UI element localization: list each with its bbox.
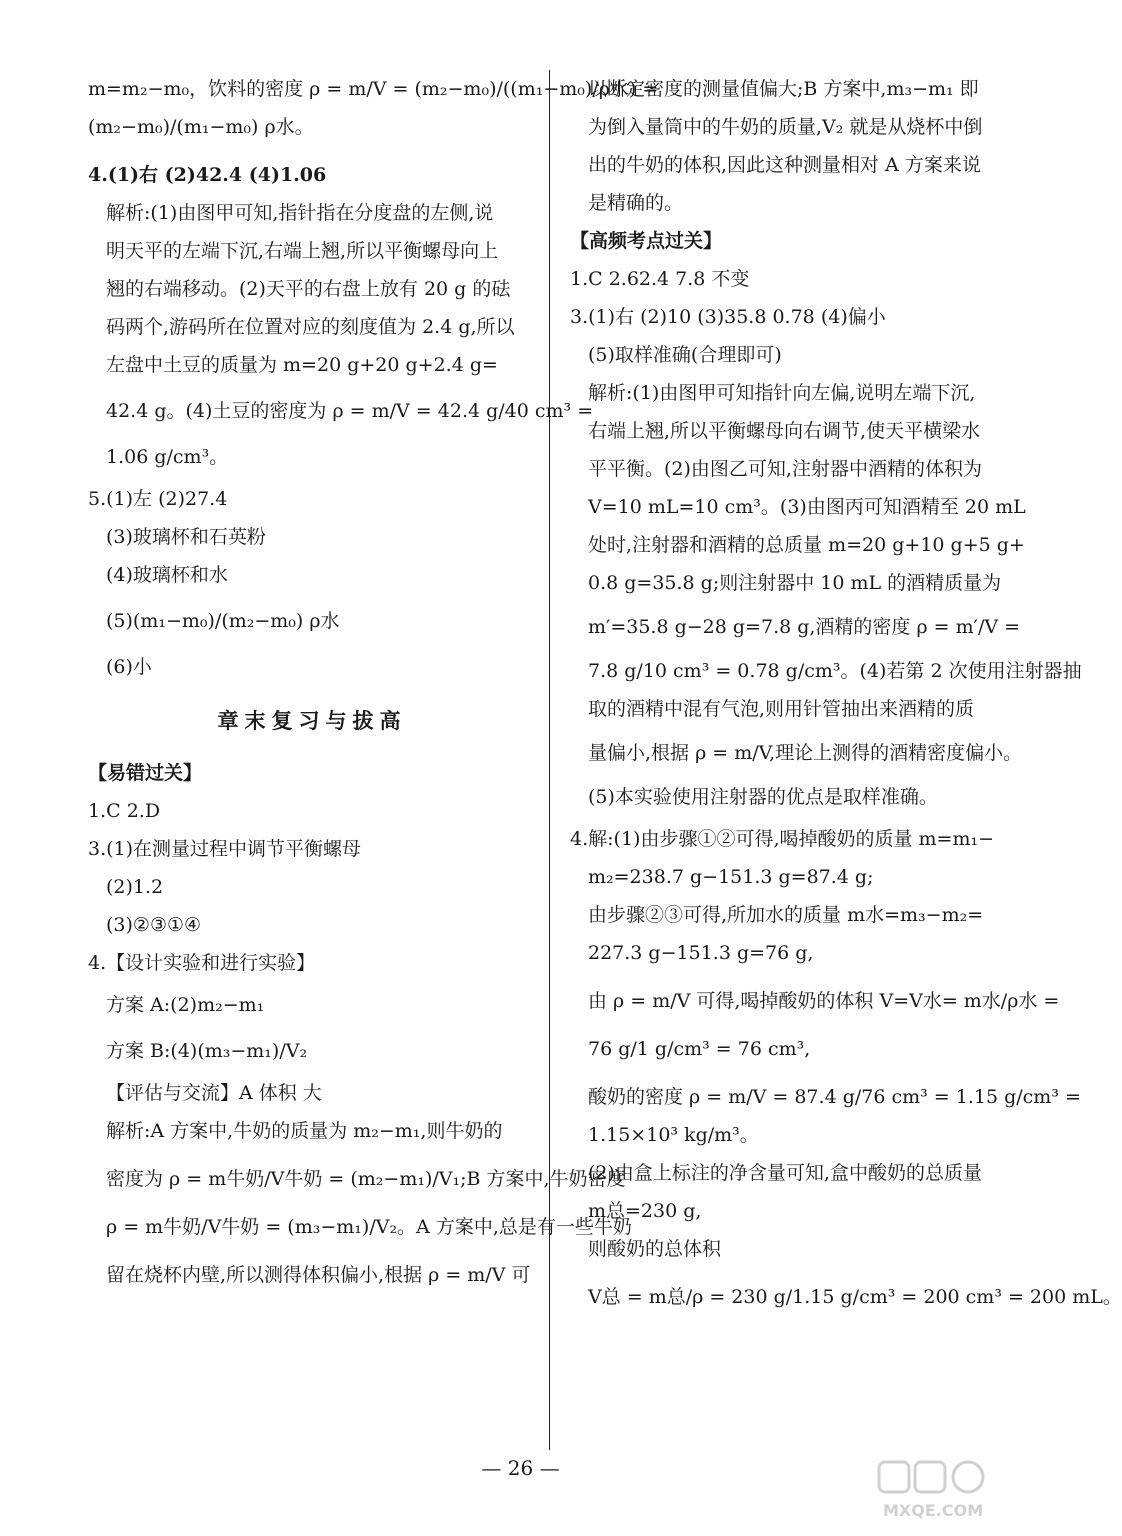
text-line: 量偏小,根据 ρ = m/V,理论上测得的酒精密度偏小。 <box>588 742 1023 764</box>
text-line: 是精确的。 <box>588 192 684 214</box>
text-line: 右端上翘,所以平衡螺母向右调节,使天平横梁水 <box>588 420 981 442</box>
text-line: 1.15×10³ kg/m³。 <box>588 1124 759 1146</box>
explanation-continued <box>570 70 1020 222</box>
right-column <box>570 70 1122 1316</box>
text-line: 左盘中土豆的质量为 m=20 g+20 g+2.4 g= <box>106 354 498 376</box>
text-line: 1.06 g/cm³。 <box>106 446 229 468</box>
text-line: (2)由盒上标注的净含量可知,盒中酸奶的总质量 <box>588 1162 982 1184</box>
text-line: 解析:(1)由图甲可知,指针指在分度盘的左侧,说 <box>106 202 494 224</box>
subsection-heading: 【易错过关】 <box>88 762 203 784</box>
text-line: (3)②③①④ <box>106 914 202 936</box>
text-line: 则酸奶的总体积 <box>588 1238 722 1260</box>
plan-b: 方案 B:(4)(m₃−m₁)/V₂ <box>106 1040 308 1062</box>
formula-line: (m₂−m₀)/(m₁−m₀) ρ水。 <box>88 116 314 138</box>
text-line: m′=35.8 g−28 g=7.8 g,酒精的密度 ρ = m′/V = <box>588 616 1021 638</box>
answer-q4: 4.(1)右 (2)42.4 (4)1.06 <box>88 164 327 186</box>
text-line: 处时,注射器和酒精的总质量 m=20 g+10 g+5 g+ <box>588 534 1025 556</box>
watermark-text: MXQE.COM <box>883 1501 984 1520</box>
text-line: (6)小 <box>106 656 152 678</box>
text-line: 密度为 ρ = m牛奶/V牛奶 = (m₂−m₁)/V₁;B 方案中,牛奶密度 <box>106 1168 626 1190</box>
text-line: V总 = m总/ρ = 230 g/1.15 g/cm³ = 200 cm³ = 200 mL。 <box>588 1286 1122 1308</box>
text-line: 4.解:(1)由步骤①②可得,喝掉酸奶的质量 m=m₁− <box>570 828 995 850</box>
explanation-q4b <box>88 1112 632 1294</box>
column-divider <box>549 70 550 1450</box>
answer-q4-heading: 4.【设计实验和进行实验】 <box>88 952 316 974</box>
text-line: m₂=238.7 g−151.3 g=87.4 g; <box>588 866 874 888</box>
text-line: 解析:(1)由图甲可知指针向左偏,说明左端下沉, <box>588 382 976 404</box>
answer-q3: 3.(1)右 (2)10 (3)35.8 0.78 (4)偏小 <box>570 306 886 328</box>
plan-a: 方案 A:(2)m₂−m₁ <box>106 994 265 1016</box>
evaluation-line: 【评估与交流】A 体积 大 <box>106 1082 322 1104</box>
text-line: 由步骤②③可得,所加水的质量 m水=m₃−m₂= <box>588 904 984 926</box>
text-line: (5)本实验使用注射器的优点是取样准确。 <box>588 786 938 808</box>
page-number: — 26 — <box>481 1456 560 1480</box>
text-line: (4)玻璃杯和水 <box>106 564 228 586</box>
text-line: 平平衡。(2)由图乙可知,注射器中酒精的体积为 <box>588 458 982 480</box>
text-line: 解析:A 方案中,牛奶的质量为 m₂−m₁,则牛奶的 <box>106 1120 503 1142</box>
text-line: (2)1.2 <box>106 876 164 898</box>
text-line: 76 g/1 g/cm³ = 76 cm³, <box>588 1038 811 1060</box>
answer-q4 <box>570 820 1122 1316</box>
watermark-logo <box>875 1458 1025 1522</box>
text-line: 取的酒精中混有气泡,则用针管抽出来酒精的质 <box>588 698 975 720</box>
text-line: 3.(1)在测量过程中调节平衡螺母 <box>88 838 362 860</box>
text-line: 0.8 g=35.8 g;则注射器中 10 mL 的酒精质量为 <box>588 572 1002 594</box>
text-line: 为倒入量筒中的牛奶的质量,V₂ 就是从烧杯中倒 <box>588 116 983 138</box>
text-line: 酸奶的密度 ρ = m/V = 87.4 g/76 cm³ = 1.15 g/cm³ = <box>588 1086 1081 1108</box>
answer-q5 <box>88 480 536 686</box>
text-line: 5.(1)左 (2)27.4 <box>88 488 228 510</box>
text-line: 7.8 g/10 cm³ = 0.78 g/cm³。(4)若第 2 次使用注射器抽 <box>588 660 1082 682</box>
explanation-q4 <box>88 194 594 476</box>
text-line: 翘的右端移动。(2)天平的右盘上放有 20 g 的砝 <box>106 278 511 300</box>
text-line: V=10 mL=10 cm³。(3)由图丙可知酒精至 20 mL <box>588 496 1026 518</box>
text-line: (5)(m₁−m₀)/(m₂−m₀) ρ水 <box>106 610 340 632</box>
text-line: 明天平的左端下沉,右端上翘,所以平衡螺母向上 <box>106 240 499 262</box>
text-line: 留在烧杯内壁,所以测得体积偏小,根据 ρ = m/V 可 <box>106 1264 531 1286</box>
explanation-q3 <box>570 374 1082 816</box>
text-line: 出的牛奶的体积,因此这种测量相对 A 方案来说 <box>588 154 981 176</box>
answer-q1-2: 1.C 2.D <box>88 800 161 822</box>
formula-line: m=m₂−m₀，饮料的密度 ρ = m/V = (m₂−m₀)/((m₁−m₀)/ρ水) = <box>88 78 659 100</box>
text-line: 码两个,游码所在位置对应的刻度值为 2.4 g,所以 <box>106 316 515 338</box>
text-line: 42.4 g。(4)土豆的密度为 ρ = m/V = 42.4 g/40 cm³ = <box>106 400 594 422</box>
text-line: ρ = m牛奶/V牛奶 = (m₃−m₁)/V₂。A 方案中,总是有一些牛奶 <box>106 1216 632 1238</box>
subsection-heading: 【高频考点过关】 <box>570 230 723 252</box>
text-line: m总=230 g, <box>588 1200 702 1222</box>
text-line: 227.3 g−151.3 g=76 g, <box>588 942 814 964</box>
answer-q1-2: 1.C 2.62.4 7.8 不变 <box>570 268 750 290</box>
text-line: 以断定密度的测量值偏大;B 方案中,m₃−m₁ 即 <box>588 78 979 100</box>
text-line: (3)玻璃杯和石英粉 <box>106 526 266 548</box>
text-line: (5)取样准确(合理即可) <box>588 344 782 366</box>
text-line: 由 ρ = m/V 可得,喝掉酸奶的体积 V=V水= m水/ρ水 = <box>588 990 1060 1012</box>
section-title: 章末复习与拔高 <box>217 708 407 733</box>
